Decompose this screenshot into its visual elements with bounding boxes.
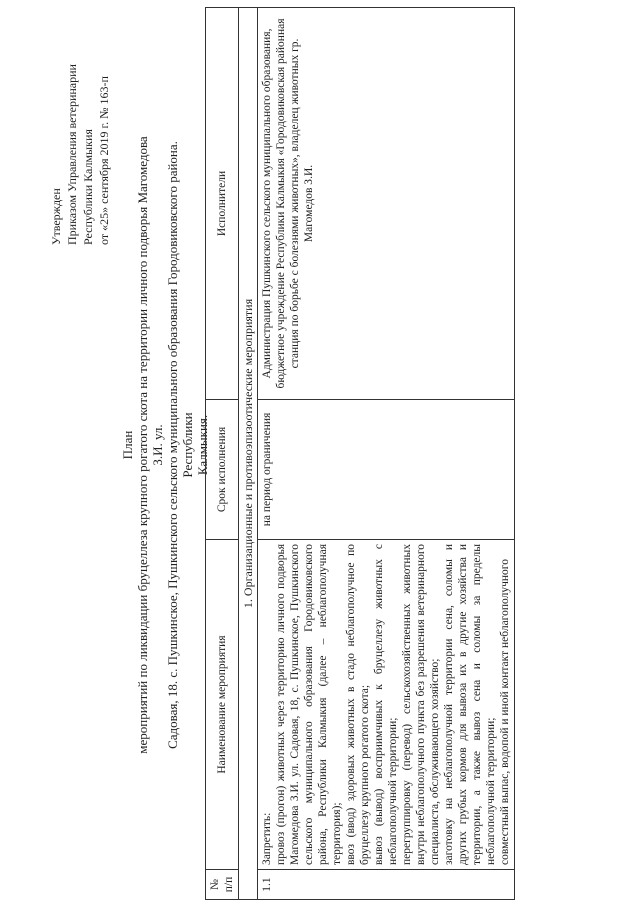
plan-heading: [120, 135, 210, 755]
row-term: на период ограничения: [258, 400, 515, 540]
table-row: [258, 8, 515, 900]
measure-item: перегруппировку (перевод) сельскохозяйственных животных внутри неблагополучного пункта без разрешения ветеринарного специалиста, обслуживающего хозяйство;: [401, 544, 441, 865]
approval-block: [48, 15, 112, 245]
approval-line: Республики Калмыкия: [81, 129, 95, 245]
approval-line: от «25» сентября 2019 г. № 163-п: [97, 76, 111, 245]
row-measures: [258, 540, 515, 870]
header-executors: Исполнители: [206, 8, 239, 400]
plan-subtitle-line: Калмыкия.: [195, 414, 210, 476]
measures-table: [205, 7, 515, 900]
measure-item: провоз (прогон) животных через территорию личного подворья Магомедова З.И. ул. Садовая, 18, с. Пушкинское, Пушкинского сельского муниципального образования Городовиковского района, Республики Калмыкия (далее – неблагополучная территория);: [275, 544, 343, 865]
header-name: Наименование мероприятия: [206, 540, 239, 870]
table-header-row: [206, 8, 239, 900]
approval-line: Приказом Управления ветеринарии: [65, 64, 79, 245]
section-row: [239, 8, 258, 900]
section-title: 1. Организационные и противоэпизоотические мероприятия: [239, 8, 258, 900]
measure-item: вывоз (вывод) восприимчивых к бруцеллезу животных с неблагополучной территории;: [373, 544, 399, 865]
header-num: № п/п: [206, 870, 239, 900]
measure-item: Запретить:: [261, 812, 273, 865]
measure-item: совместный выпас, водопой и иной контакт неблагополучного: [499, 559, 511, 865]
plan-subtitle-line: Садовая, 18. с. Пушкинское, Пушкинского сельского муниципального образования Городовиковского района. Республики: [165, 141, 195, 749]
row-num: 1.1: [258, 870, 515, 900]
header-term: Срок исполнения: [206, 400, 239, 540]
measure-item: заготовку на неблагополучной территории сена, соломы и других грубых кормов для вывоза их в другие хозяйства и территории, а также вывоз сена и соломы за пределы неблагополучной территории;: [443, 544, 497, 865]
plan-title: План: [120, 430, 135, 460]
plan-subtitle-line: мероприятий по ликвидации бруцеллеза крупного рогатого скота на территории личного подворья Магомедова З.И. ул.: [135, 136, 165, 754]
approval-line: Утвержден: [49, 188, 63, 245]
measure-item: ввоз (ввод) здоровых животных в стадо неблагополучное по бруцеллезу крупного рогатого скота;: [345, 544, 371, 865]
row-executors: Администрация Пушкинского сельского муниципального образования, бюджетное учреждение Республики Калмыкия «Городовиковская районная станция по борьбе с болезнями животных», владелец животных гр. Магомедов З.И.: [258, 8, 515, 400]
